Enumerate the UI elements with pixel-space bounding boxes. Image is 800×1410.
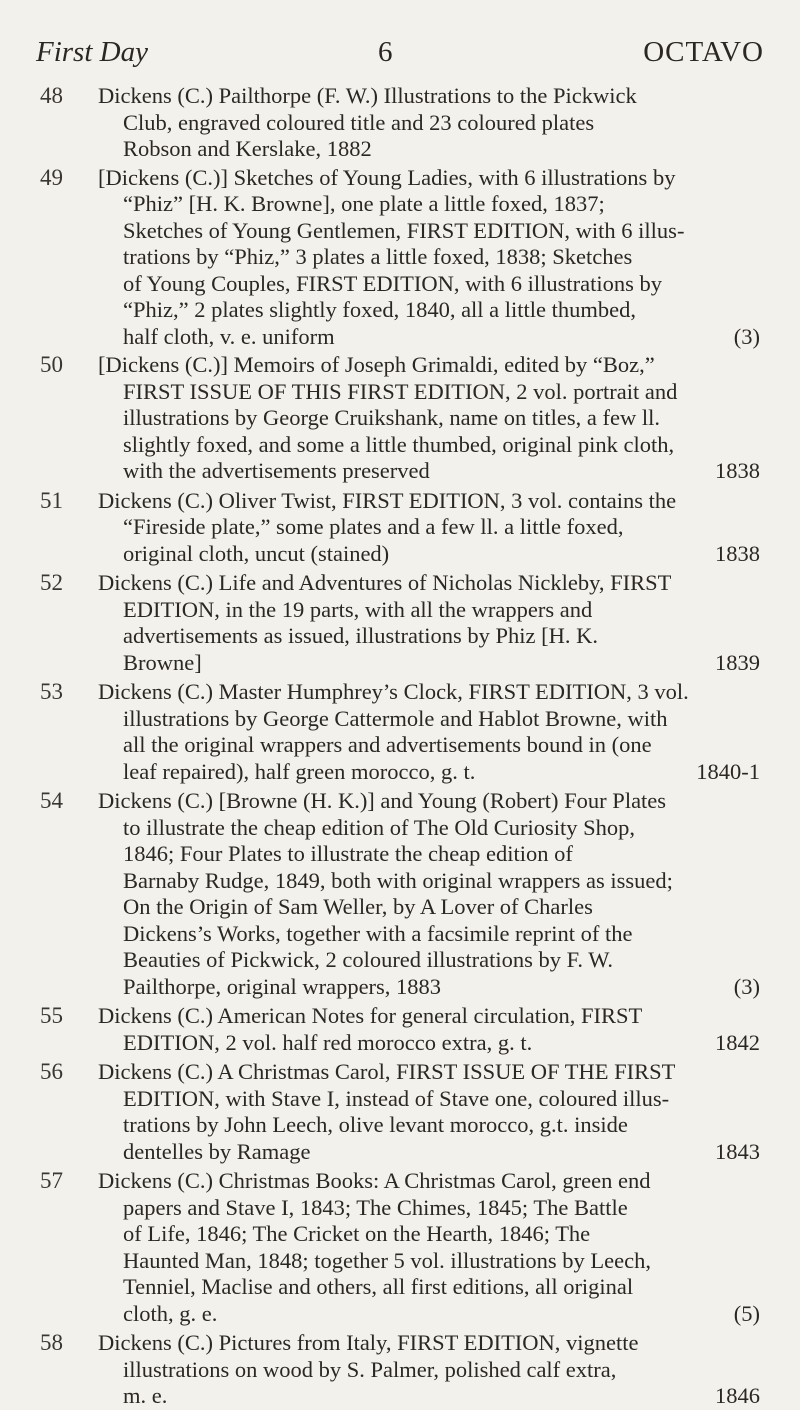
lot-list <box>0 83 800 1410</box>
lot-first-line: Dickens (C.) Pictures from Italy, FIRST EDITION, vignette <box>98 1330 639 1355</box>
lot-entry <box>0 1059 800 1165</box>
lot-final-text: original cloth, uncut (stained) <box>123 540 390 566</box>
lot-first-line: Dickens (C.) Christmas Books: A Christmas Carol, green end <box>98 1168 651 1193</box>
lot-date-or-count: 1840-1 <box>696 758 760 784</box>
lot-first-line: Dickens (C.) [Browne (H. K.)] and Young (Robert) Four Plates <box>98 788 667 813</box>
lot-continuation-line: slightly foxed, and some a little thumbed, original pink cloth, <box>123 431 675 457</box>
lot-entry <box>0 1330 800 1410</box>
lot-final-text: dentelles by Ramage <box>123 1138 311 1164</box>
lot-continuation-line: trations by John Leech, olive levant morocco, g.t. inside <box>123 1112 628 1137</box>
lot-final-line <box>98 1030 760 1057</box>
lot-description <box>98 679 760 785</box>
lot-number: 57 <box>40 1168 63 1193</box>
lot-continuation-line: all the original wrappers and advertisements bound in (one <box>123 732 652 757</box>
lot-entry <box>0 488 800 568</box>
lot-final-text: half cloth, v. e. uniform <box>123 323 335 349</box>
lot-continuation-line: Barnaby Rudge, 1849, both with original wrappers as issued; <box>123 867 673 893</box>
lot-entry <box>0 679 800 785</box>
lot-continuation-line: “Fireside plate,” some plates and a few ll. a little foxed, <box>123 514 624 539</box>
lot-continuation-line: Haunted Man, 1848; together 5 vol. illustrations by Leech, <box>123 1247 652 1273</box>
lot-continuation-line: of Young Couples, FIRST EDITION, with 6 illustrations by <box>123 270 662 296</box>
lot-number: 54 <box>40 788 63 813</box>
lot-entry <box>0 83 800 163</box>
lot-continuation-line: On the Origin of Sam Weller, by A Lover of Charles <box>123 894 593 919</box>
lot-number: 50 <box>40 352 63 377</box>
lot-final-line <box>98 974 760 1001</box>
lot-continuation-line: Beauties of Pickwick, 2 coloured illustrations by F. W. <box>123 947 614 972</box>
lot-number: 58 <box>40 1330 63 1355</box>
lot-final-text: leaf repaired), half green morocco, g. t. <box>123 758 476 784</box>
lot-final-line <box>98 458 760 485</box>
lot-date-or-count: (3) <box>733 323 760 349</box>
lot-continuation-line: papers and Stave I, 1843; The Chimes, 1845; The Battle <box>123 1194 628 1220</box>
lot-number: 52 <box>40 570 63 595</box>
lot-description <box>98 570 760 676</box>
lot-continuation-line: illustrations on wood by S. Palmer, polished calf extra, <box>123 1356 617 1382</box>
lot-continuation-line: “Phiz,” 2 plates slightly foxed, 1840, all a little thumbed, <box>123 297 637 322</box>
lot-entry <box>0 1003 800 1056</box>
lot-entry <box>0 165 800 351</box>
lot-final-text: EDITION, 2 vol. half red morocco extra, g. t. <box>123 1029 533 1055</box>
lot-date-or-count: 1846 <box>715 1383 760 1408</box>
lot-continuation-line: 1846; Four Plates to illustrate the cheap edition of <box>123 841 573 866</box>
lot-description <box>98 1168 760 1327</box>
lot-final-line <box>98 650 760 677</box>
lot-continuation-line: illustrations by George Cattermole and Hablot Browne, with <box>123 705 668 731</box>
lot-first-line: Dickens (C.) Life and Adventures of Nicholas Nickleby, FIRST <box>98 570 672 595</box>
lot-description <box>98 788 760 1000</box>
lot-number: 55 <box>40 1003 63 1028</box>
lot-entry <box>0 1168 800 1327</box>
lot-first-line: Dickens (C.) American Notes for general circulation, FIRST <box>98 1003 643 1028</box>
lot-number: 53 <box>40 679 63 704</box>
lot-final-text: with the advertisements preserved <box>123 458 430 483</box>
lot-final-line <box>98 541 760 568</box>
lot-continuation-line: Sketches of Young Gentlemen, FIRST EDITION, with 6 illus- <box>123 217 685 243</box>
lot-number: 56 <box>40 1059 63 1084</box>
lot-number: 51 <box>40 487 63 513</box>
lot-date-or-count: 1843 <box>715 1138 760 1164</box>
lot-entry <box>0 352 800 485</box>
lot-final-line <box>98 324 760 351</box>
lot-first-line: Dickens (C.) Pailthorpe (F. W.) Illustrations to the Pickwick <box>98 83 637 108</box>
lot-final-line <box>98 1301 760 1328</box>
lot-final-text: Browne] <box>123 649 202 675</box>
lot-description <box>98 1003 760 1056</box>
lot-number: 49 <box>40 164 63 190</box>
lot-description <box>98 488 760 568</box>
lot-first-line: Dickens (C.) A Christmas Carol, FIRST ISSUE OF THE FIRST <box>98 1059 676 1084</box>
lot-entry <box>0 570 800 676</box>
lot-date-or-count: 1842 <box>715 1029 760 1055</box>
lot-description <box>98 352 760 485</box>
lot-continuation-line: illustrations by George Cruikshank, name on titles, a few ll. <box>123 405 660 430</box>
lot-description <box>98 1330 760 1410</box>
lot-date-or-count: 1838 <box>715 458 760 483</box>
lot-continuation-line: EDITION, with Stave I, instead of Stave one, coloured illus- <box>123 1085 670 1111</box>
running-head-format: OCTAVO <box>643 36 764 68</box>
lot-number: 48 <box>40 83 63 108</box>
lot-continuation-line: Dickens’s Works, together with a facsimile reprint of the <box>123 920 633 946</box>
lot-final-text: cloth, g. e. <box>123 1300 218 1326</box>
lot-final-text: Robson and Kerslake, 1882 <box>123 136 372 161</box>
lot-continuation-line: Tenniel, Maclise and others, all first editions, all original <box>123 1274 634 1299</box>
lot-final-line <box>98 1139 760 1166</box>
lot-final-line <box>98 136 760 163</box>
page-header <box>36 32 764 72</box>
lot-description <box>98 83 760 163</box>
lot-date-or-count: (3) <box>733 973 760 999</box>
lot-continuation-line: Club, engraved coloured title and 23 coloured plates <box>123 109 595 135</box>
lot-continuation-line: of Life, 1846; The Cricket on the Hearth, 1846; The <box>123 1221 591 1246</box>
lot-date-or-count: 1838 <box>715 540 760 566</box>
lot-continuation-line: FIRST ISSUE OF THIS FIRST EDITION, 2 vol. portrait and <box>123 378 678 404</box>
lot-first-line: [Dickens (C.)] Sketches of Young Ladies, with 6 illustrations by <box>98 164 676 190</box>
lot-continuation-line: trations by “Phiz,” 3 plates a little foxed, 1838; Sketches <box>123 244 633 269</box>
lot-final-text: m. e. <box>123 1383 168 1408</box>
lot-continuation-line: “Phiz” [H. K. Browne], one plate a little foxed, 1837; <box>123 191 605 216</box>
lot-final-line <box>98 1383 760 1410</box>
lot-continuation-line: to illustrate the cheap edition of The Old Curiosity Shop, <box>123 814 636 840</box>
lot-date-or-count: 1839 <box>715 649 760 675</box>
lot-first-line: Dickens (C.) Oliver Twist, FIRST EDITION, 3 vol. contains the <box>98 487 677 513</box>
lot-continuation-line: advertisements as issued, illustrations by Phiz [H. K. <box>123 623 598 648</box>
lot-final-text: Pailthorpe, original wrappers, 1883 <box>123 973 442 999</box>
page-number: 6 <box>378 36 393 68</box>
lot-date-or-count: (5) <box>733 1300 760 1326</box>
running-head-day: First Day <box>36 36 148 68</box>
lot-first-line: Dickens (C.) Master Humphrey’s Clock, FIRST EDITION, 3 vol. <box>98 679 689 704</box>
lot-final-line <box>98 759 760 786</box>
lot-description <box>98 1059 760 1165</box>
lot-continuation-line: EDITION, in the 19 parts, with all the wrappers and <box>123 596 593 622</box>
lot-first-line: [Dickens (C.)] Memoirs of Joseph Grimaldi, edited by “Boz,” <box>98 352 655 377</box>
lot-description <box>98 165 760 351</box>
lot-entry <box>0 788 800 1000</box>
